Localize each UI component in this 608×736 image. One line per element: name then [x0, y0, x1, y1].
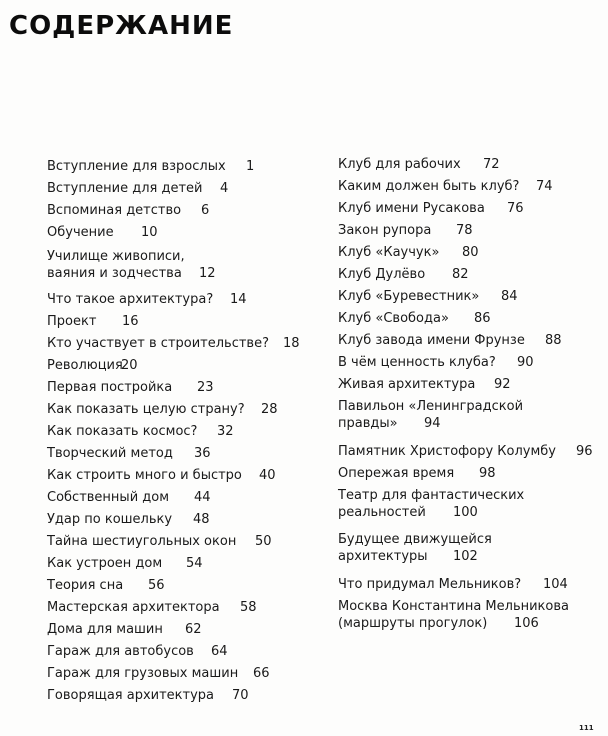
toc-entry-title: Вступление для детей [47, 181, 203, 196]
toc-entry-page: 44 [194, 490, 211, 505]
toc-entry-page: 80 [462, 245, 479, 260]
toc-entry [47, 180, 229, 197]
toc-entry [338, 288, 518, 305]
toc-entry [338, 266, 469, 283]
toc-entry-page: 36 [194, 446, 211, 461]
toc-entry [47, 555, 203, 572]
toc-entry-title: Училище живописи, [47, 249, 185, 264]
toc-entry-title: Тайна шестиугольных окон [47, 534, 237, 549]
toc-entry [47, 621, 202, 638]
page-number: 111 [579, 724, 594, 732]
toc-entry-title: Революция [47, 358, 123, 373]
toc-entry-page: 106 [514, 616, 539, 631]
toc-entry-page: 78 [456, 223, 473, 238]
toc-entry-title-line2: реальностей [338, 505, 426, 520]
toc-entry-page: 72 [483, 157, 500, 172]
toc-entry-page: 66 [253, 666, 270, 681]
toc-entry-title: Как показать космос? [47, 424, 198, 439]
toc-entry-title: Теория сна [47, 578, 124, 593]
toc-entry [47, 335, 300, 352]
toc-entry [338, 576, 568, 593]
toc-entry-page: 100 [453, 505, 478, 520]
toc-entry-page: 48 [193, 512, 210, 527]
toc-entry-page: 104 [543, 577, 568, 592]
toc-entry-title: Как строить много и быстро [47, 468, 242, 483]
toc-entry-page: 94 [424, 416, 441, 431]
toc-entry-title: Клуб имени Русакова [338, 201, 485, 216]
toc-entry-page: 16 [122, 314, 139, 329]
toc-entry-title: Как показать целую страну? [47, 402, 245, 417]
toc-entry [338, 487, 524, 521]
toc-entry-title: Дома для машин [47, 622, 163, 637]
toc-entry [47, 248, 216, 282]
toc-entry-page: 82 [452, 267, 469, 282]
toc-entry-page: 32 [217, 424, 234, 439]
toc-entry-page: 40 [259, 468, 276, 483]
toc-entry-title: Опережая время [338, 466, 455, 481]
toc-entry-page: 14 [230, 292, 247, 307]
toc-entry [47, 202, 210, 219]
toc-entry-page: 84 [501, 289, 518, 304]
toc-entry [47, 687, 249, 704]
toc-entry-page: 6 [201, 203, 210, 218]
toc-entry-page: 92 [494, 377, 511, 392]
toc-entry-title-line2: ваяния и зодчества [47, 266, 182, 281]
toc-entry-page: 58 [240, 600, 257, 615]
toc-entry-title: Вступление для взрослых [47, 159, 226, 174]
toc-entry-title: Каким должен быть клуб? [338, 179, 520, 194]
toc-entry-title-line2: архитектуры [338, 549, 428, 564]
toc-entry-page: 23 [197, 380, 214, 395]
toc-entry [47, 291, 247, 308]
toc-entry-page: 10 [141, 225, 158, 240]
toc-entry-title: Вспоминая детство [47, 203, 182, 218]
toc-entry [338, 156, 500, 173]
toc-entry-page: 20 [121, 358, 138, 373]
toc-entry [47, 665, 270, 682]
toc-entry [338, 200, 524, 217]
toc-entry-page: 96 [576, 444, 593, 459]
toc-entry [338, 354, 534, 371]
toc-entry-page: 70 [232, 688, 249, 703]
toc-entry-title: Клуб Дулёво [338, 267, 426, 282]
toc-entry-title: В чём ценность клуба? [338, 355, 496, 370]
toc-entry-page: 18 [283, 336, 300, 351]
toc-entry [47, 379, 214, 396]
toc-entry [47, 599, 257, 616]
toc-entry-title: Проект [47, 314, 97, 329]
toc-entry-page: 56 [148, 578, 165, 593]
toc-entry-title: Павильон «Ленинградской [338, 399, 524, 414]
toc-entry [47, 313, 139, 330]
toc-entry-page: 74 [536, 179, 553, 194]
toc-entry-title-line2: (маршруты прогулок) [338, 616, 488, 631]
toc-entry-page: 28 [261, 402, 278, 417]
toc-entry [47, 489, 211, 506]
toc-entry [47, 511, 210, 528]
toc-entry [338, 531, 492, 565]
toc-entry-title: Гараж для автобусов [47, 644, 194, 659]
toc-entry-title: Театр для фантастических [338, 488, 525, 503]
toc-entry-page: 12 [199, 266, 216, 281]
toc-entry [47, 643, 228, 660]
toc-entry-title: Обучение [47, 225, 114, 240]
toc-entry-title: Клуб «Свобода» [338, 311, 449, 326]
toc-entry [47, 224, 158, 241]
toc-entry-title: Гараж для грузовых машин [47, 666, 239, 681]
toc-entry-page: 86 [474, 311, 491, 326]
toc-entry-page: 98 [479, 466, 496, 481]
toc-entry-title: Клуб завода имени Фрунзе [338, 333, 525, 348]
toc-entry-page: 50 [255, 534, 272, 549]
toc-entry-title: Памятник Христофору Колумбу [338, 444, 557, 459]
toc-entry-page: 54 [186, 556, 203, 571]
toc-entry [338, 244, 479, 261]
toc-entry-page: 1 [246, 159, 255, 174]
toc-entry [338, 398, 523, 432]
toc-entry [47, 467, 276, 484]
toc-entry-title: Клуб «Буревестник» [338, 289, 480, 304]
toc-entry-title: Клуб для рабочих [338, 157, 461, 172]
toc-entry-page: 76 [507, 201, 524, 216]
toc-entry-title: Клуб «Каучук» [338, 245, 440, 260]
toc-entry-page: 90 [517, 355, 534, 370]
toc-entry [338, 178, 553, 195]
toc-entry [47, 533, 272, 550]
toc-entry-title: Мастерская архитектора [47, 600, 220, 615]
toc-entry [338, 222, 473, 239]
toc-entry [47, 445, 211, 462]
toc-entry [338, 598, 569, 632]
toc-entry [338, 465, 496, 482]
toc-entry-title: Собственный дом [47, 490, 170, 505]
toc-entry [338, 332, 562, 349]
toc-entry-page: 4 [220, 181, 229, 196]
toc-entry-title-line2: правды» [338, 416, 398, 431]
toc-entry [338, 310, 491, 327]
toc-entry-title: Творческий метод [47, 446, 173, 461]
toc-entry-title: Что придумал Мельников? [338, 577, 522, 592]
toc-entry [47, 357, 138, 374]
toc-entry-title: Кто участвует в строительстве? [47, 336, 269, 351]
toc-entry [338, 443, 593, 460]
toc-entry-title: Будущее движущейся [338, 532, 492, 547]
toc-entry-page: 62 [185, 622, 202, 637]
toc-entry-title: Говорящая архитектура [47, 688, 215, 703]
toc-entry-title: Первая постройка [47, 380, 173, 395]
toc-entry [47, 401, 278, 418]
page-title: СОДЕРЖАНИЕ [9, 11, 234, 41]
toc-entry [47, 577, 165, 594]
toc-entry-title: Москва Константина Мельникова [338, 599, 569, 614]
toc-entry-title: Удар по кошельку [47, 512, 173, 527]
toc-entry-title: Закон рупора [338, 223, 432, 238]
toc-entry-page: 88 [545, 333, 562, 348]
toc-entry-title: Живая архитектура [338, 377, 476, 392]
toc-entry-page: 64 [211, 644, 228, 659]
toc-entry [47, 158, 255, 175]
toc-entry [338, 376, 511, 393]
toc-entry [47, 423, 234, 440]
toc-entry-page: 102 [453, 549, 478, 564]
toc-entry-title: Как устроен дом [47, 556, 163, 571]
toc-entry-title: Что такое архитектура? [47, 292, 214, 307]
